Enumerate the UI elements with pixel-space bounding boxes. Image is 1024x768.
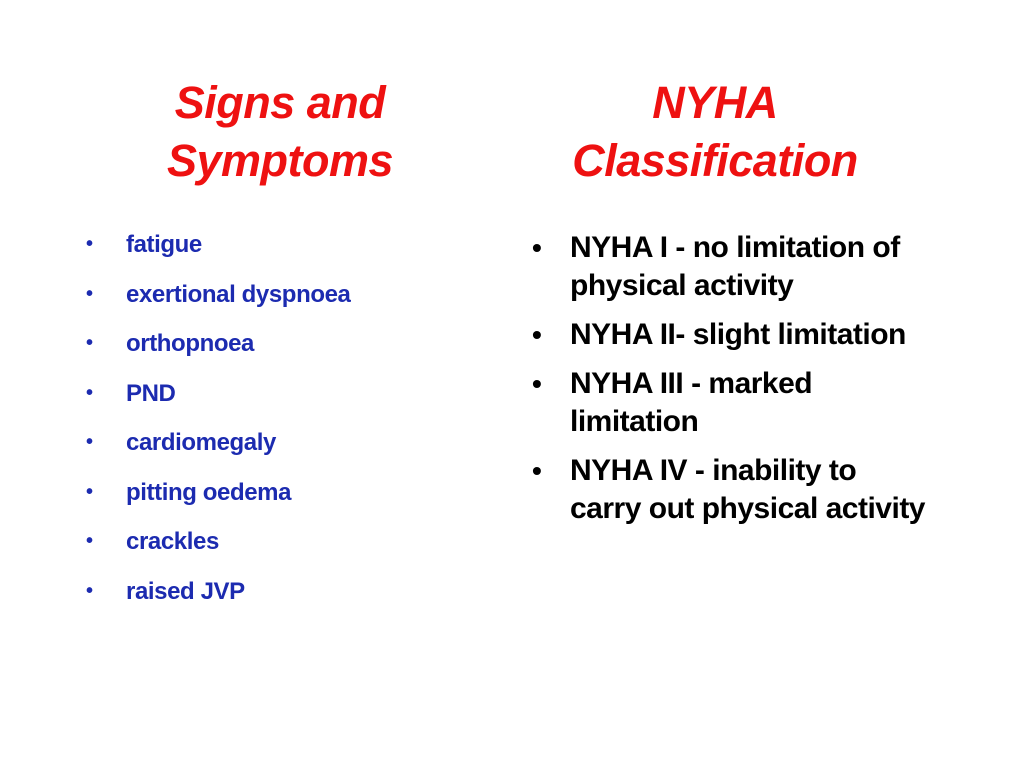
list-item (86, 280, 446, 309)
nyha-classification-list (532, 229, 932, 539)
list-item (532, 365, 932, 441)
bullet-icon: • (86, 332, 93, 354)
list-item-text: pitting oedema (126, 478, 292, 506)
list-item (86, 428, 446, 457)
list-item-text: NYHA IV - inability to carry out physical activity (570, 454, 925, 525)
bullet-icon: • (532, 232, 542, 263)
list-item-text: fatigue (126, 231, 202, 258)
list-item-text: orthopnoea (126, 330, 254, 357)
list-item (86, 478, 446, 507)
list-item-text: exertional dyspnoea (126, 280, 351, 308)
signs-symptoms-list (86, 230, 446, 626)
nyha-classification-title-line1: NYHA (652, 77, 778, 128)
nyha-classification-title (530, 74, 900, 190)
bullet-icon: • (532, 368, 542, 399)
bullet-icon: • (532, 455, 542, 486)
list-item (86, 230, 446, 259)
bullet-icon: • (86, 282, 93, 305)
list-item (86, 379, 446, 408)
list-item-text: cardiomegaly (126, 429, 276, 456)
signs-symptoms-title (120, 74, 440, 190)
list-item (86, 527, 446, 556)
list-item (532, 316, 932, 354)
list-item (86, 329, 446, 358)
list-item-text: crackles (126, 528, 219, 555)
bullet-icon: • (86, 579, 93, 602)
list-item-text: PND (126, 379, 176, 407)
bullet-icon: • (86, 530, 93, 552)
signs-symptoms-title-line1: Signs and (174, 77, 386, 128)
bullet-icon: • (86, 381, 93, 404)
bullet-icon: • (86, 431, 93, 453)
list-item-text: raised JVP (126, 577, 245, 605)
nyha-classification-title-line2: Classification (572, 135, 858, 186)
list-item (86, 577, 446, 606)
bullet-icon: • (86, 480, 93, 503)
signs-symptoms-title-line2: Symptoms (166, 135, 394, 186)
list-item (532, 229, 932, 305)
list-item-text: NYHA I - no limitation of physical activity (570, 231, 900, 302)
bullet-icon: • (532, 319, 542, 350)
list-item (532, 452, 932, 528)
list-item-text: NYHA II- slight limitation (570, 318, 906, 351)
bullet-icon: • (86, 233, 93, 255)
list-item-text: NYHA III - marked limitation (570, 367, 813, 438)
